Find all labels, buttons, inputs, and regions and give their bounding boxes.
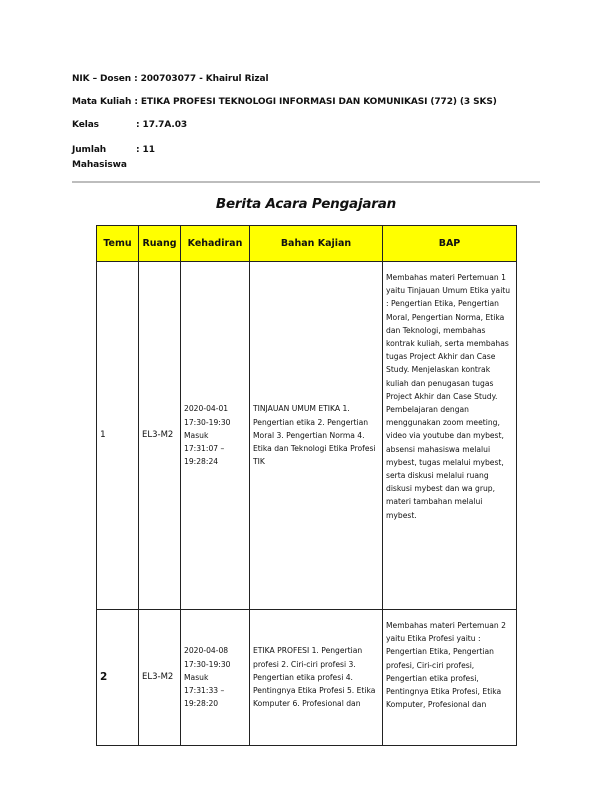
nik-dosen-line	[72, 74, 269, 84]
col-header-kehadiran: Kehadiran	[181, 226, 250, 262]
col-header-temu: Temu	[97, 226, 139, 262]
table-row	[97, 610, 517, 746]
kehadiran-start: 17:31:33 –	[184, 686, 225, 696]
kehadiran-date: 2020-04-01	[184, 404, 229, 414]
kehadiran-end: 19:28:20	[184, 699, 219, 709]
header-divider	[72, 181, 540, 183]
kelas-value: : 17.7A.03	[136, 120, 188, 130]
cell-bahan-kajian: TINJAUAN UMUM ETIKA 1. Pengertian etika 2. Pengertian Moral 3. Pengertian Norma 4. Etika dan Teknologi Etika Profesi TIK	[250, 262, 383, 610]
cell-ruang: EL3-M2	[139, 262, 181, 610]
jumlah-value: : 11	[136, 145, 155, 155]
kehadiran-time: 17:30-19:30	[184, 417, 231, 427]
col-header-ruang: Ruang	[139, 226, 181, 262]
kelas-label: Kelas	[72, 120, 99, 130]
jumlah-label: Jumlah	[72, 145, 107, 155]
cell-bahan-kajian: ETIKA PROFESI 1. Pengertian profesi 2. Ciri-ciri profesi 3. Pengertian etika profesi 4. Pentingnya Etika Profesi 5. Etika Komputer 6. Profesional dan	[250, 610, 383, 746]
cell-kehadiran	[181, 262, 250, 610]
kehadiran-status: Masuk	[184, 430, 209, 440]
cell-ruang: EL3-M2	[139, 610, 181, 746]
mata-kuliah-line	[72, 97, 497, 107]
table-row	[97, 262, 517, 610]
cell-temu: 2	[97, 610, 139, 746]
cell-temu: 1	[97, 262, 139, 610]
kehadiran-status: Masuk	[184, 672, 209, 682]
kehadiran-date: 2020-04-08	[184, 646, 229, 656]
col-header-bap: BAP	[383, 226, 517, 262]
kelas-line	[72, 120, 187, 130]
nik-dosen-text: NIK – Dosen : 200703077 - Khairul Rizal	[72, 74, 269, 84]
kehadiran-start: 17:31:07 –	[184, 444, 225, 454]
page-title: Berita Acara Pengajaran	[215, 196, 397, 212]
mata-kuliah-text: Mata Kuliah : ETIKA PROFESI TEKNOLOGI INFORMASI DAN KOMUNIKASI (772) (3 SKS)	[72, 97, 497, 107]
bap-table	[96, 225, 517, 746]
kehadiran-end: 19:28:24	[184, 457, 219, 467]
cell-kehadiran	[181, 610, 250, 746]
kehadiran-time: 17:30-19:30	[184, 659, 231, 669]
col-header-bahan-kajian: Bahan Kajian	[250, 226, 383, 262]
cell-bap: Membahas materi Pertemuan 2 yaitu Etika Profesi yaitu : Pengertian Etika, Pengertian profesi, Ciri-ciri profesi, Pengertian etika profesi, Pentingnya Etika Profesi, Etika Komputer, Profesional dan	[383, 610, 517, 746]
table-header-row	[97, 226, 517, 262]
jumlah-mahasiswa-line	[72, 143, 192, 173]
mahasiswa-label: Mahasiswa	[72, 160, 127, 170]
cell-bap: Membahas materi Pertemuan 1 yaitu Tinjauan Umum Etika yaitu : Pengertian Etika, Pengertian Moral, Pengertian Norma, Etika dan Teknologi, membahas kontrak kuliah, serta membahas tugas Project Akhir dan Case Study. Menjelaskan kontrak kuliah dan penugasan tugas Project Akhir dan Case Study. Pembelajaran dengan menggunakan zoom meeting, video via youtube dan mybest, absensi mahasiswa melalui mybest, tugas melalui mybest, serta diskusi melalui ruang diskusi mybest dan wa grup, materi tambahan melalui mybest.	[383, 262, 517, 610]
